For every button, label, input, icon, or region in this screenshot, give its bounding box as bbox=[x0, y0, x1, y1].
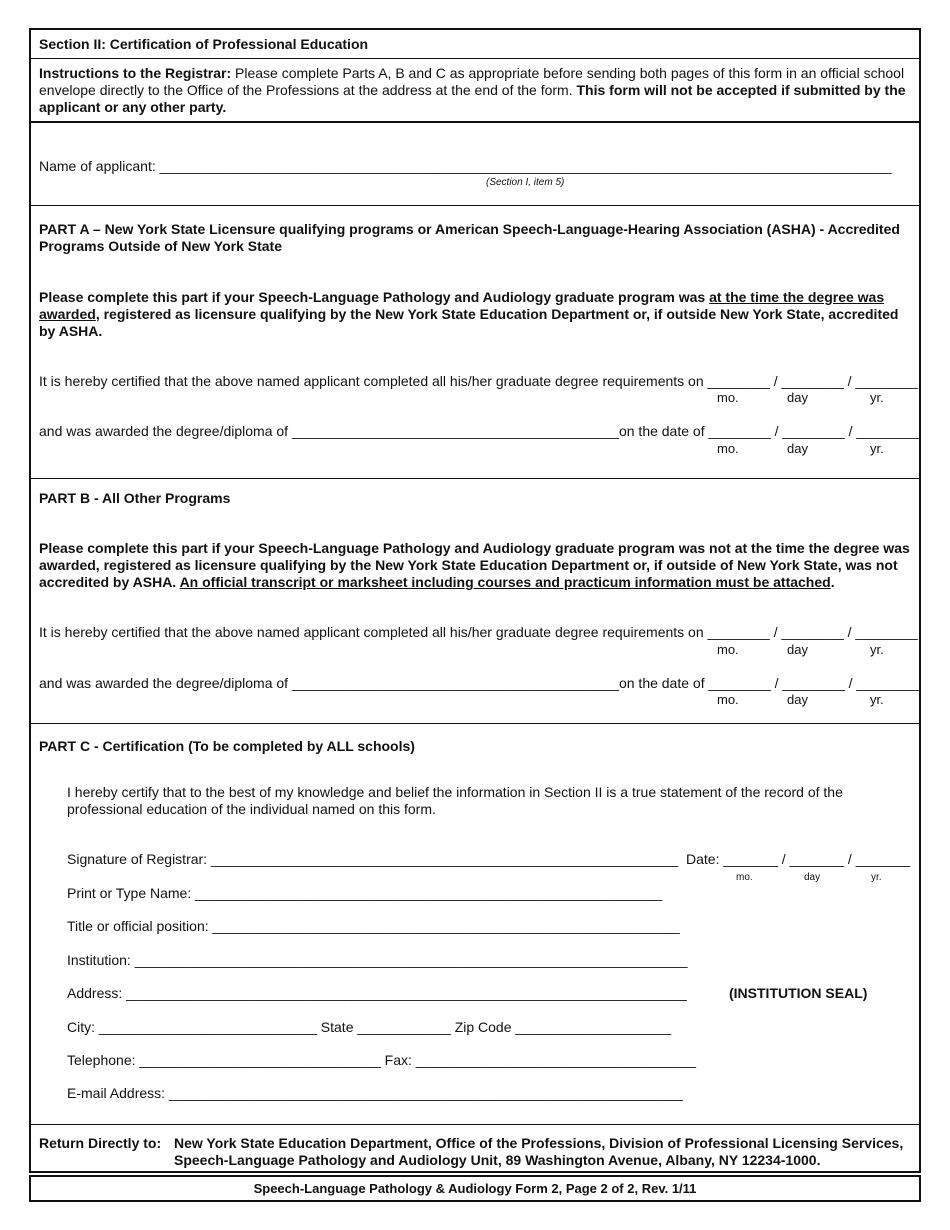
part-c-title: PART C - Certification (To be completed by ALL schools) bbox=[39, 738, 415, 754]
print-name-field[interactable]: Print or Type Name: ____________________________________________________________ bbox=[67, 885, 663, 901]
return-address-line-1: New York State Education Department, Office of the Professions, Division of Professional Licensing Services, bbox=[174, 1135, 904, 1151]
part-b-completion-date-field[interactable]: It is hereby certified that the above named applicant completed all his/her graduate degree requirements on ________ / ________ / ________ bbox=[39, 624, 918, 640]
applicant-blank: ______________________________________________________________________________________________ bbox=[159, 158, 892, 174]
title-position-field[interactable]: Title or official position: ____________________________________________________________ bbox=[67, 918, 680, 934]
date-label-mo: mo. bbox=[717, 692, 739, 707]
date-label-mo: mo. bbox=[736, 872, 753, 883]
return-address-line-2: Speech-Language Pathology and Audiology Unit, 89 Washington Avenue, Albany, NY 12234-1000. bbox=[174, 1152, 821, 1168]
registrar-signature-field[interactable]: Signature of Registrar: ____________________________________________________________ bbox=[67, 851, 679, 867]
part-a-completion-date-field[interactable]: It is hereby certified that the above named applicant completed all his/her graduate degree requirements on ________ / ________ / ________ bbox=[39, 373, 918, 389]
divider bbox=[31, 58, 919, 59]
instructions bbox=[39, 65, 911, 116]
date-label-yr: yr. bbox=[870, 390, 884, 405]
date-label-yr: yr. bbox=[870, 692, 884, 707]
date-label-yr: yr. bbox=[870, 642, 884, 657]
section-title: Section II: Certification of Professional Education bbox=[39, 36, 369, 52]
applicant-name-field[interactable] bbox=[39, 158, 892, 174]
signature-date-field[interactable]: Date: _______ / _______ / _______ bbox=[686, 851, 911, 867]
institution-field[interactable]: Institution: _______________________________________________________________________ bbox=[67, 952, 688, 968]
part-a-intro-underlined: at the time the degree was awarded bbox=[39, 289, 885, 322]
date-label-day: day bbox=[787, 642, 808, 657]
part-b-title: PART B - All Other Programs bbox=[39, 490, 231, 506]
divider bbox=[31, 1124, 919, 1125]
part-a-degree-field[interactable]: and was awarded the degree/diploma of __________________________________________on the date of ________ / ________ / ________ bbox=[39, 423, 919, 439]
form-frame bbox=[29, 28, 921, 1173]
part-a-intro-text-2: , registered as licensure qualifying by the New York State Education Department or, if outside New York State, accredited by ASHA. bbox=[39, 306, 899, 339]
part-c-statement: I hereby certify that to the best of my knowledge and belief the information in Section II is a true statement of the record of the professional education of the individual named on this form. bbox=[67, 784, 843, 817]
instructions-bold-text: This form will not be accepted if submitted by the applicant or any other party. bbox=[39, 82, 906, 115]
date-label-day: day bbox=[787, 441, 808, 456]
date-label-day: day bbox=[787, 390, 808, 405]
date-label-mo: mo. bbox=[717, 390, 739, 405]
email-field[interactable]: E-mail Address: __________________________________________________________________ bbox=[67, 1085, 683, 1101]
institution-seal-label: (INSTITUTION SEAL) bbox=[729, 985, 868, 1001]
telephone-fax-field[interactable]: Telephone: _______________________________ Fax: ____________________________________ bbox=[67, 1052, 697, 1068]
form-footer: Speech-Language Pathology & Audiology Form 2, Page 2 of 2, Rev. 1/11 bbox=[29, 1175, 921, 1202]
date-label-yr: yr. bbox=[871, 872, 882, 883]
part-b-intro bbox=[39, 540, 911, 591]
address-field[interactable]: Address: ________________________________________________________________________ bbox=[67, 985, 687, 1001]
date-label-day: day bbox=[804, 872, 821, 883]
divider bbox=[31, 478, 919, 479]
divider bbox=[31, 723, 919, 724]
date-label-yr: yr. bbox=[870, 441, 884, 456]
divider bbox=[31, 205, 919, 206]
part-b-intro-text: Please complete this part if your Speech-Language Pathology and Audiology graduate program was not at the time the degree was awarded, registered as licensure qualifying by the New York State Education Department or, if outside of New York State, was not accredited by ASHA. bbox=[39, 540, 910, 590]
instructions-label: Instructions to the Registrar: bbox=[39, 65, 232, 81]
part-a-intro-text: Please complete this part if your Speech-Language Pathology and Audiology graduate program was bbox=[39, 289, 710, 305]
divider bbox=[31, 121, 919, 123]
part-a-title: PART A – New York State Licensure qualifying programs or American Speech-Language-Hearing Association (ASHA) - Accredited Programs Outside of New York State bbox=[39, 221, 900, 254]
part-a-intro bbox=[39, 289, 911, 340]
part-b-intro-underlined: An official transcript or marksheet including courses and practicum information must be attached bbox=[179, 574, 831, 590]
part-b-intro-end: . bbox=[830, 574, 835, 590]
applicant-note: (Section I, item 5) bbox=[486, 177, 565, 188]
return-label: Return Directly to: bbox=[39, 1135, 162, 1151]
date-label-day: day bbox=[787, 692, 808, 707]
applicant-label: Name of applicant: bbox=[39, 158, 156, 174]
part-b-degree-field[interactable]: and was awarded the degree/diploma of __________________________________________on the date of ________ / ________ / ________ bbox=[39, 675, 919, 691]
date-label-mo: mo. bbox=[717, 642, 739, 657]
city-state-zip-field[interactable]: City: ____________________________ State ____________ Zip Code ____________________ bbox=[67, 1019, 672, 1035]
date-label-mo: mo. bbox=[717, 441, 739, 456]
instructions-text: Please complete Parts A, B and C as appropriate before sending both pages of this form in an official school envelope directly to the Office of the Professions at the address at the end of the form. bbox=[39, 65, 905, 98]
